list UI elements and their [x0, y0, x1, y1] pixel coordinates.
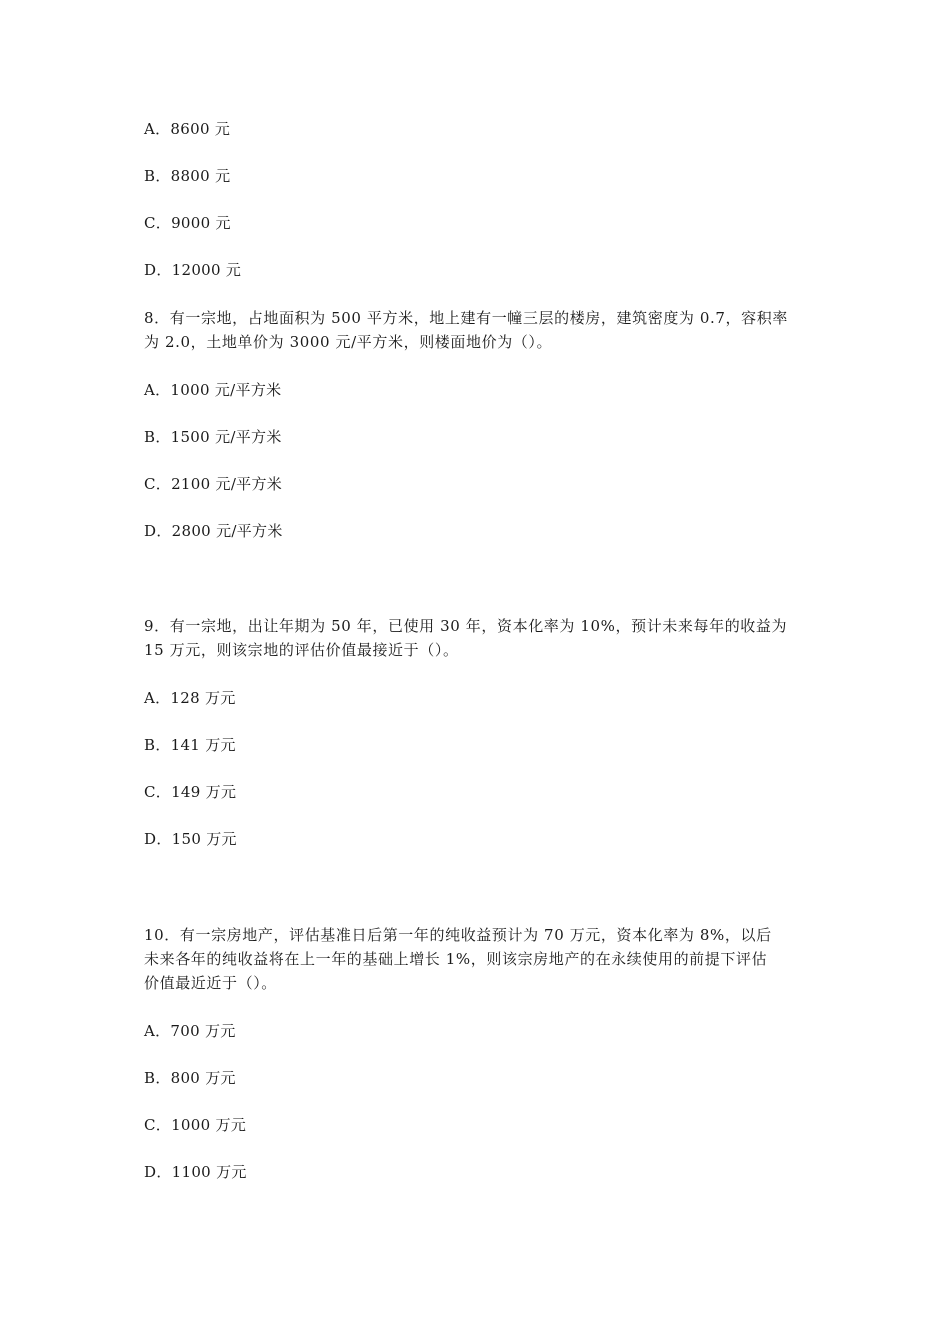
question-9-stem-line-1: 9．有一宗地，出让年期为 50 年，已使用 30 年，资本化率为 10%，预计未来每年的收益为 [144, 617, 788, 635]
question-8-stem-line-2: 为 2.0，土地单价为 3000 元/平方米，则楼面地价为（）。 [144, 333, 553, 351]
question-10-option-a: A．700 万元 [144, 1022, 236, 1040]
question-9-stem-line-2: 15 万元，则该宗地的评估价值最接近于（）。 [144, 641, 459, 659]
question-10-option-c: C．1000 万元 [144, 1116, 247, 1134]
question-8-stem-line-1: 8．有一宗地，占地面积为 500 平方米，地上建有一幢三层的楼房，建筑密度为 0.7，容积率 [144, 309, 788, 327]
question-10-stem-line-1: 10．有一宗房地产，评估基准日后第一年的纯收益预计为 70 万元，资本化率为 8%，以后 [144, 926, 772, 944]
question-10-option-d: D．1100 万元 [144, 1163, 247, 1181]
option-c: C．9000 元 [144, 214, 231, 232]
question-9-option-a: A．128 万元 [144, 689, 236, 707]
question-8-option-d: D．2800 元/平方米 [144, 522, 283, 540]
option-a: A．8600 元 [144, 120, 231, 138]
question-10-stem-line-2: 未来各年的纯收益将在上一年的基础上增长 1%，则该宗房地产的在永续使用的前提下评估 [144, 950, 768, 968]
question-9-option-c: C．149 万元 [144, 783, 237, 801]
question-8-option-a: A．1000 元/平方米 [144, 381, 282, 399]
option-b: B．8800 元 [144, 167, 231, 185]
option-d: D．12000 元 [144, 261, 242, 279]
question-10-option-b: B．800 万元 [144, 1069, 236, 1087]
question-9-option-b: B．141 万元 [144, 736, 236, 754]
question-10-stem-line-3: 价值最近近于（）。 [144, 974, 277, 992]
question-8-option-b: B．1500 元/平方米 [144, 428, 282, 446]
question-9-option-d: D．150 万元 [144, 830, 237, 848]
question-8-option-c: C．2100 元/平方米 [144, 475, 283, 493]
